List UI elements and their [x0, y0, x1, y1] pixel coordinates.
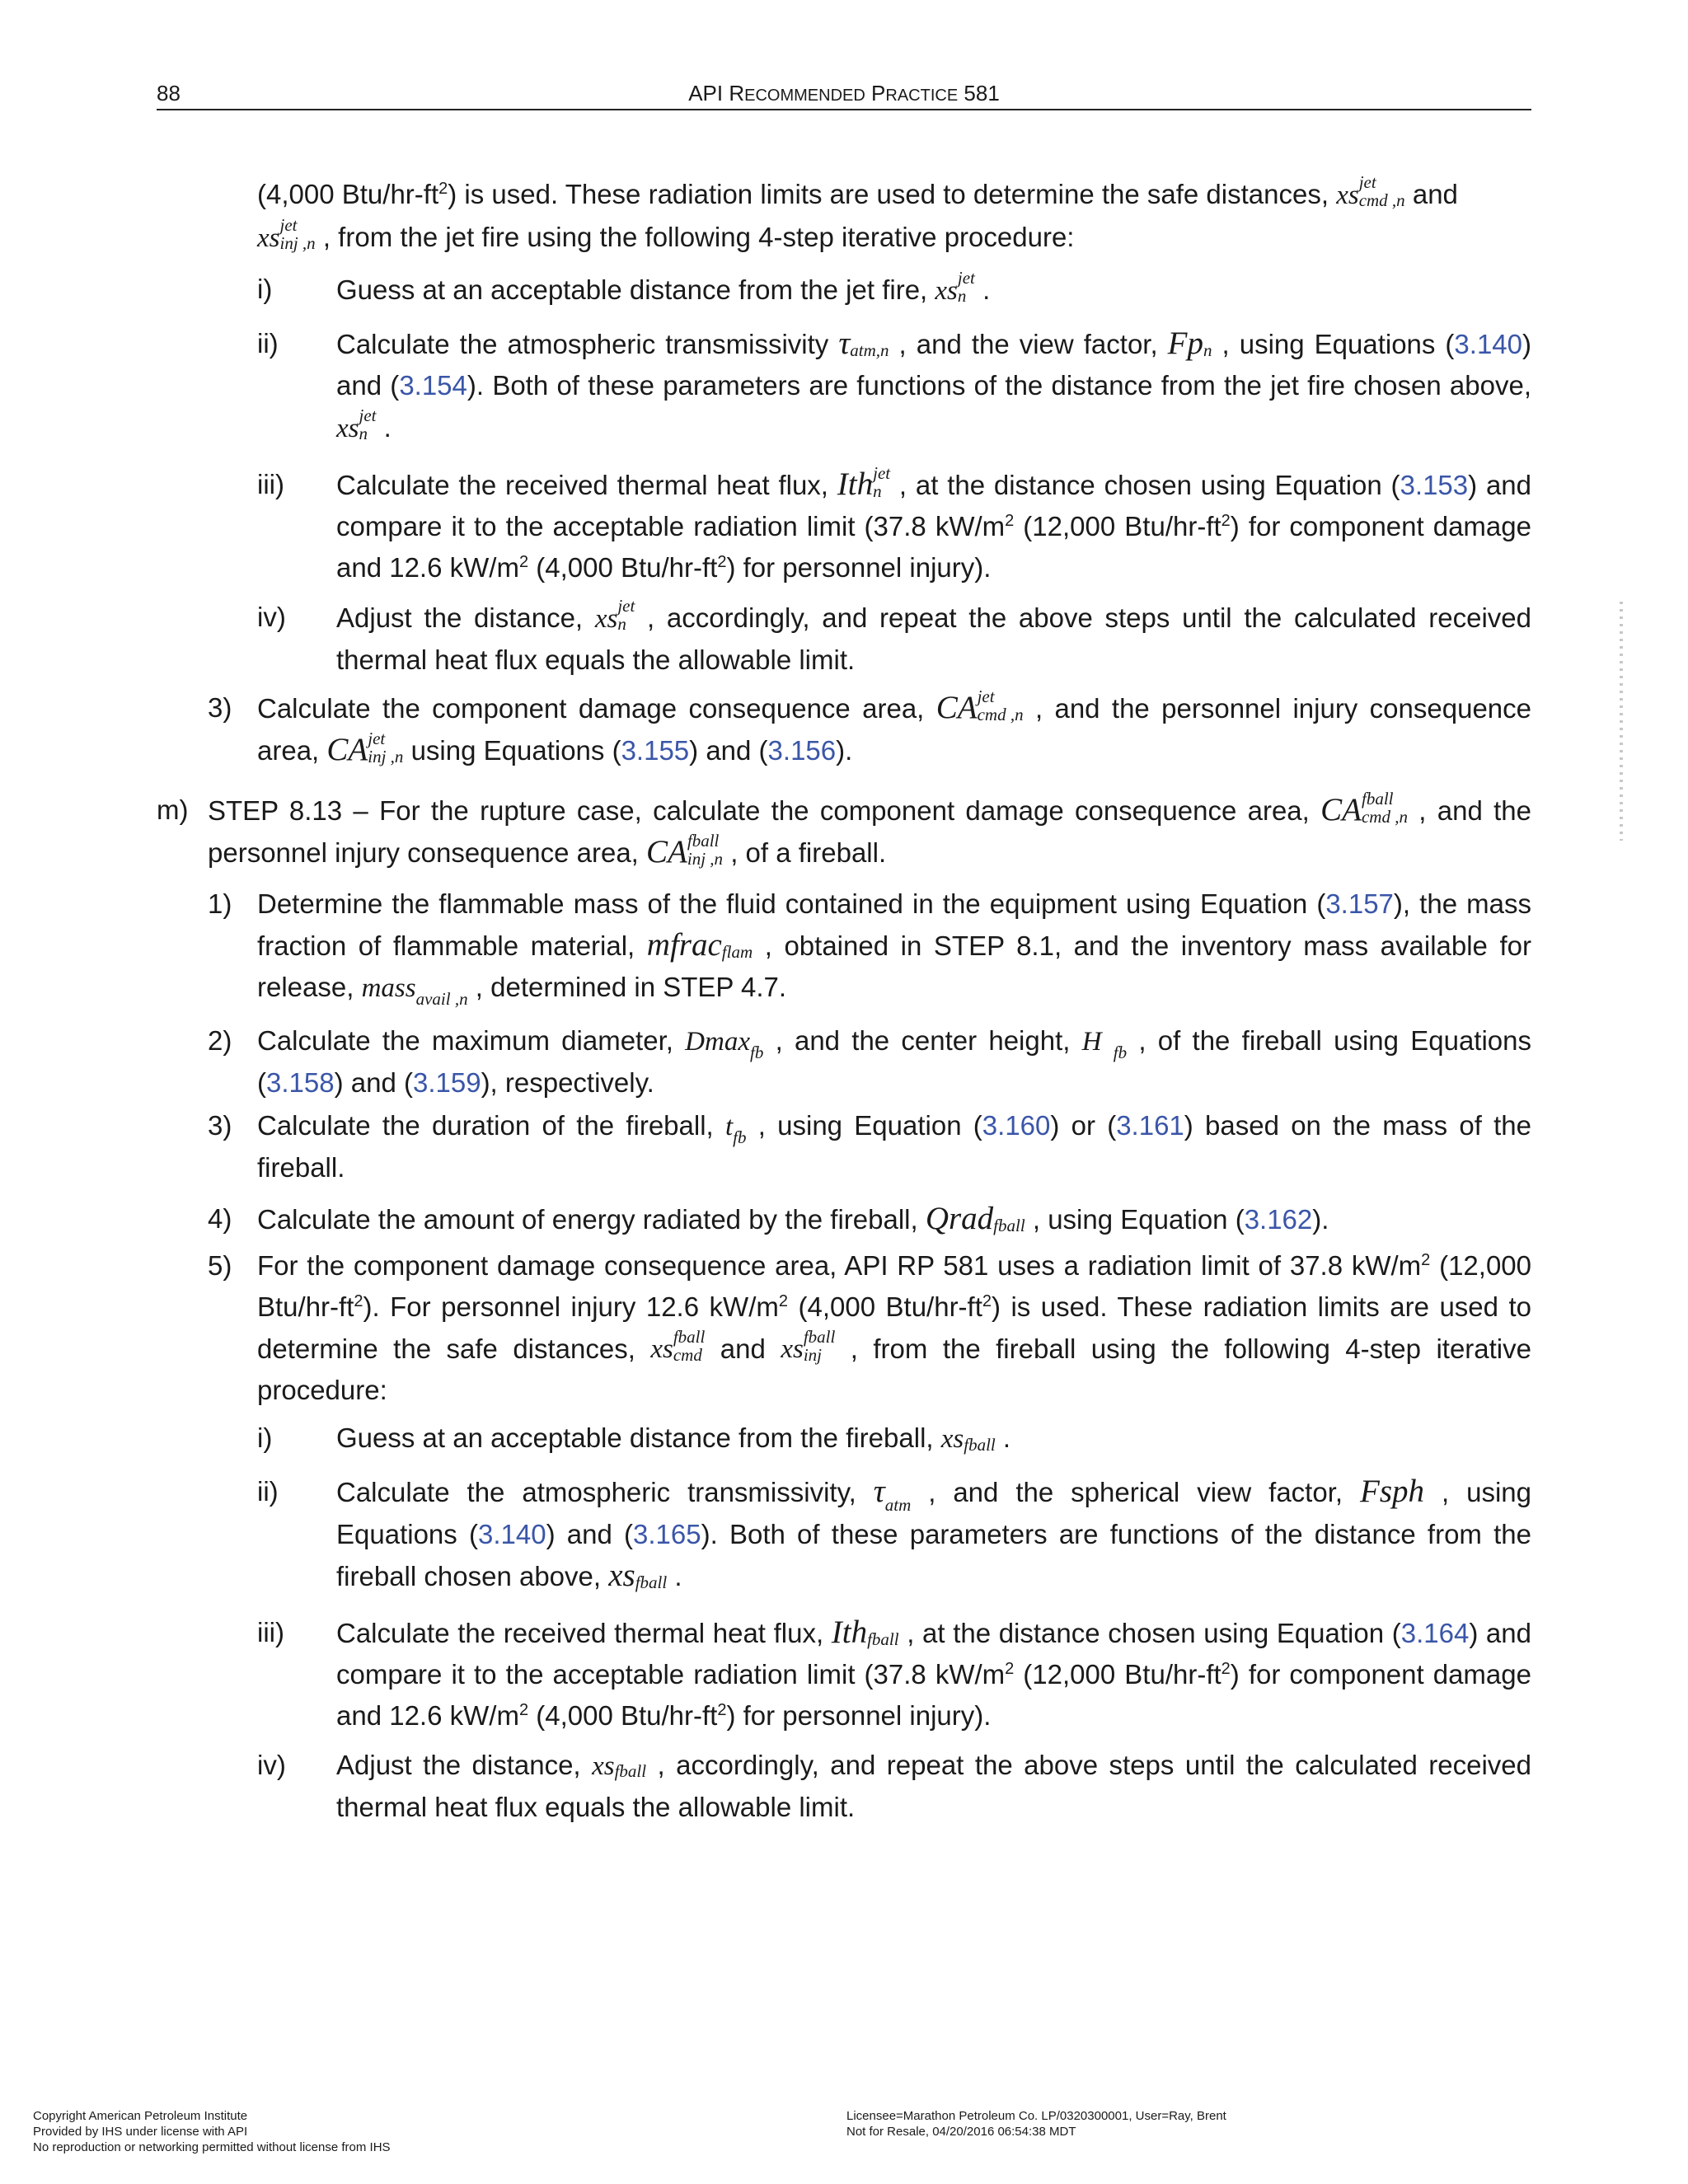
jet-step-iii: iii) Calculate the received thermal heat flux, Ith jet n , at the distance chosen using Equation (3.153) and compare it to the acceptable radiation limit (37.8 $kW/m^2$ (12,000 Btu/$hr-ft^2$) for component damage and 12.6 $kW/m^2$ (4,000 Btu/$hr-ft^2$) for personnel injury). [257, 462, 1532, 583]
xs-jet-cmd-symbol: xs jet cmd ,n [1336, 172, 1405, 211]
equation-link-3-162[interactable]: 3.162 [1244, 1203, 1313, 1235]
running-title: API RECOMMENDED PRACTICE 581 [688, 81, 1000, 105]
xs-fball-symbol: $xs^{fball}$ [608, 1557, 668, 1593]
ca-jet-cmd-symbol: CA jet cmd ,n [935, 686, 1024, 725]
ith-fball-symbol: Ith$^{fball}$ [831, 1614, 899, 1650]
equation-link-3-159[interactable]: 3.159 [412, 1066, 481, 1098]
equation-link-3-164[interactable]: 3.164 [1400, 1617, 1470, 1648]
xs-fball-symbol: $xs^{fball}$ [592, 1750, 647, 1782]
xs-fball-symbol: $xs^{fball}$ [940, 1424, 996, 1455]
fsph-symbol: Fsph [1360, 1474, 1425, 1510]
page-number: 88 [157, 81, 181, 105]
tau-atm-symbol: τ atm [873, 1474, 912, 1515]
equation-link-3-156[interactable]: 3.156 [767, 734, 837, 766]
equation-link-3-161[interactable]: 3.161 [1116, 1109, 1184, 1141]
fireball-step-3: 3) Calculate the duration of the fireball, t fb , using Equation (3.160) or (3.161) based on the mass of the fireball. [208, 1109, 1531, 1183]
tau-atm-symbol: τ atm,n [838, 325, 889, 361]
equation-link-3-153[interactable]: 3.153 [1400, 469, 1469, 500]
mfrac-symbol: mfrac$^{flam}$ [646, 926, 753, 963]
ca-fball-cmd-symbol: CA fball cmd ,n [1320, 788, 1408, 827]
xs-jet-n-symbol: xs jet n [336, 405, 377, 443]
equation-link-3-158[interactable]: 3.158 [266, 1066, 335, 1098]
step-m-fireball: m) STEP 8.13 – For the rupture case, calculate the component damage consequence area, CA fball cmd ,n , and the personnel injury consequence area, CA fball inj ,n , of a fireball. [157, 788, 1531, 869]
page-header [157, 81, 1531, 110]
fireball-step-iv: iv) Adjust the distance, $xs^{fball}$ , accordingly, and repeat the above steps until the calculated received thermal heat flux equals the allowable limit. [257, 1749, 1531, 1822]
equation-link-3-140[interactable]: 3.140 [1454, 328, 1523, 359]
equation-link-3-155[interactable]: 3.155 [621, 734, 690, 766]
footer-copyright: Copyright American Petroleum Institute Provided by IHS under license with API No reproduction or networking permitted without license from IHS [33, 2109, 391, 2154]
fireball-step-iii: iii) Calculate the received thermal heat flux, Ith$^{fball}$ , at the distance chosen using Equation (3.164) and compare it to the acceptable radiation limit (37.8 $kW/m^2$ (12,000 Btu/$hr-ft^2$) for component damage and 12.6 $kW/m^2$ (4,000 Btu/$hr-ft^2$) for personnel injury). [257, 1614, 1531, 1731]
jet-radiation-limits-paragraph: (4,000 Btu/$hr-ft^2$) is used. These radiation limits are used to determine the safe distances, xs jet cmd ,n and xs jet inj ,n , from the jet fire using the following 4-step iterative procedure: [257, 172, 1458, 253]
xs-jet-inj-symbol: xs jet inj ,n [257, 214, 316, 253]
equation-link-3-165[interactable]: 3.165 [633, 1518, 701, 1549]
jet-step-iv: iv) Adjust the distance, xs jet n , accordingly, and repeat the above steps until the calculated received thermal heat flux equals the allowable limit. [257, 595, 1531, 675]
equation-link-3-160[interactable]: 3.160 [982, 1109, 1051, 1141]
qrad-fball-symbol: Qrad$^{fball}$ [925, 1200, 1025, 1236]
fireball-step-ii: ii) Calculate the atmospheric transmissivity, τ atm , and the spherical view factor, Fsph , using Equations (3.140) and (3.165). Both of these parameters are functions of the distance from the fireball chosen above, $xs^{fball}$ . [257, 1474, 1531, 1593]
xs-jet-n-symbol: xs jet n [594, 595, 635, 634]
equation-link-3-154[interactable]: 3.154 [399, 369, 467, 401]
equation-link-3-157[interactable]: 3.157 [1325, 888, 1394, 919]
fireball-step-5: 5) For the component damage consequence area, API RP 581 uses a radiation limit of 37.8 $kW/m^2$ (12,000 Btu/$hr-ft^2$). For personnel injury 12.6 $kW/m^2$ (4,000 Btu/$hr-ft^2$) is used. These radiation limits are used to determine the safe distances, xs fball cmd and xs fball inj , from the fireball using the following 4-step iterative procedure: [208, 1249, 1531, 1406]
jet-step-ii: ii) Calculate the atmospheric transmissivity τ atm,n , and the view factor, Fp n , using Equations (3.140) and (3.154). Both of these parameters are functions of the distance from the jet fire chosen above, xs jet n . [257, 325, 1532, 443]
dmax-fb-symbol: Dmax fb [685, 1026, 764, 1063]
jet-step-3: 3) Calculate the component damage consequence area, CA jet cmd ,n , and the personnel injury consequence area, CA jet inj ,n using Equations (3.155) and (3.156). [208, 686, 1532, 767]
h-fb-symbol: H fb [1081, 1026, 1128, 1063]
page-body [157, 173, 1531, 1828]
fireball-step-i: i) Guess at an acceptable distance from the fireball, $xs^{fball}$ . [257, 1422, 1011, 1455]
ca-jet-inj-symbol: CA jet inj ,n [326, 728, 404, 767]
t-fb-symbol: t fb [724, 1111, 747, 1148]
xs-jet-n-symbol: xs jet n [935, 267, 975, 306]
footer-license: Licensee=Marathon Petroleum Co. LP/0320300001, User=Ray, Brent Not for Resale, 04/20/2016 06:54:38 MDT [846, 2109, 1226, 2139]
xs-fball-inj-symbol: xs fball inj [781, 1326, 836, 1365]
margin-mark [1620, 602, 1623, 841]
fp-symbol: Fp n [1167, 325, 1212, 361]
equation-link-3-140[interactable]: 3.140 [477, 1518, 546, 1549]
fireball-step-1: 1) Determine the flammable mass of the fluid contained in the equipment using Equation (3.157), the mass fraction of flammable material, mfrac$^{flam}$ , obtained in STEP 8.1, and the inventory mass available for release, mass avail ,n , determined in STEP 4.7. [208, 888, 1531, 1010]
jet-step-i: i) Guess at an acceptable distance from the jet fire, xs jet n . [257, 267, 991, 306]
fireball-step-4: 4) Calculate the amount of energy radiated by the fireball, Qrad$^{fball}$ , using Equation (3.162). [208, 1200, 1329, 1236]
fireball-step-2: 2) Calculate the maximum diameter, Dmax fb , and the center height, H fb , of the fireball using Equations (3.158) and (3.159), respectively. [208, 1024, 1532, 1098]
xs-fball-cmd-symbol: xs fball cmd [650, 1326, 706, 1365]
ca-fball-inj-symbol: CA fball inj ,n [646, 830, 724, 869]
ith-jet-symbol: Ith jet n [837, 462, 891, 502]
mass-avail-symbol: mass avail ,n [361, 972, 468, 1010]
